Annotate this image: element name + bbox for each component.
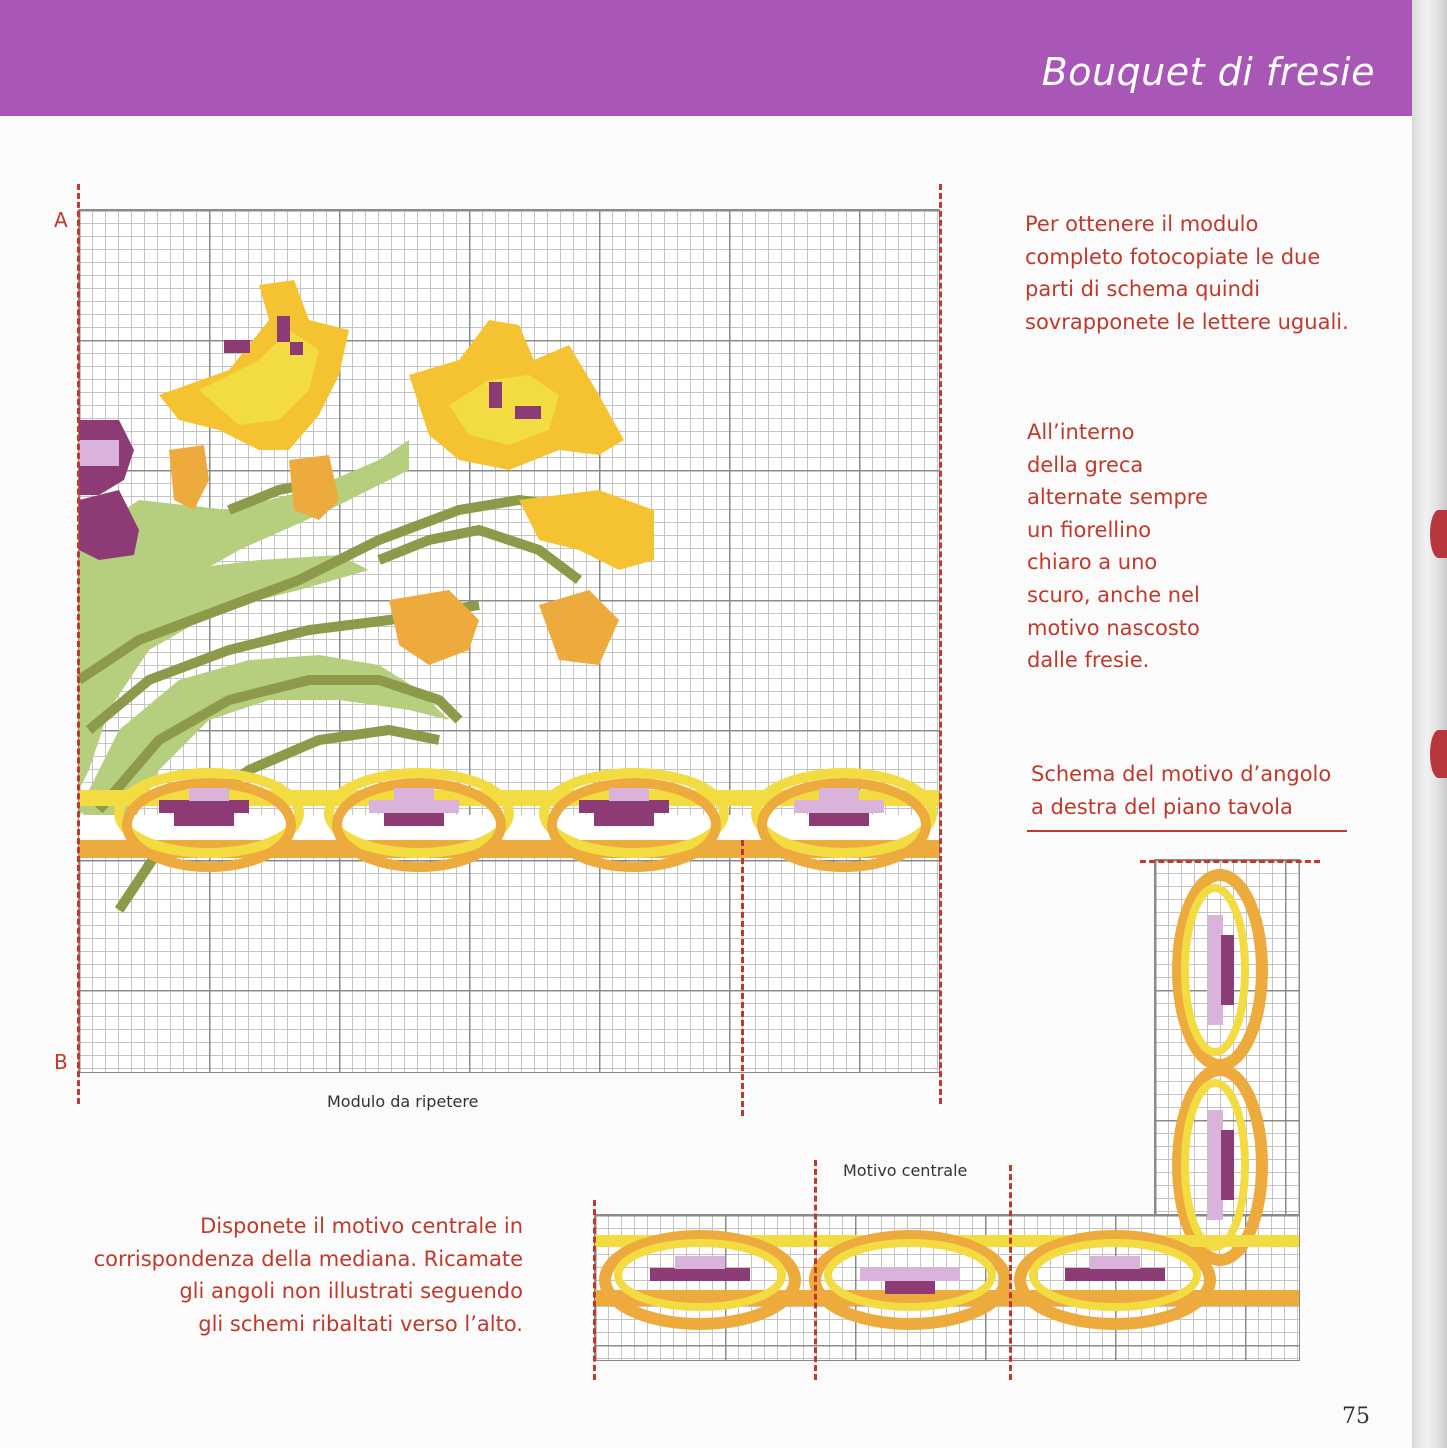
spine-mark (1430, 730, 1447, 778)
page-number: 75 (1342, 1404, 1370, 1429)
guide-left (77, 184, 80, 1104)
corner-chart-motif (595, 860, 1299, 1360)
corner-left-guide (593, 1200, 596, 1380)
book-spine (1412, 0, 1447, 1448)
corner-title-rule (1027, 830, 1347, 832)
caption-central-motif: Motivo centrale (843, 1161, 968, 1180)
greca-border (79, 773, 939, 867)
instruction-central: Disponete il motivo centrale in corrispondenza della mediana. Ricamate gli angoli non illustrati seguendo gli schemi ribaltati verso l’alto. (93, 1214, 523, 1336)
spine-mark (1430, 510, 1447, 558)
central-motif-left-guide (814, 1160, 817, 1380)
greca-corner-vertical (1178, 875, 1262, 1260)
purple-freesia (79, 490, 139, 560)
greca-corner-horizontal (595, 1235, 1299, 1324)
central-motif-right-guide (1009, 1165, 1012, 1380)
instruction-photocopy: Per ottenere il modulo completo fotocopiate le due parti di schema quindi sovrapponete le lettere uguali. (1025, 212, 1349, 334)
freesia-bud (539, 590, 619, 665)
freesia-bud (519, 490, 654, 570)
freesia-bud (389, 590, 479, 665)
marker-b: B (54, 1050, 68, 1074)
corner-top-guide (1140, 860, 1320, 863)
corner-chart-title: Schema del motivo d’angolo a destra del piano tavola (1031, 762, 1332, 819)
page-title: Bouquet di fresie (1041, 50, 1375, 94)
marker-a: A (54, 208, 68, 232)
freesia-bud (169, 445, 209, 510)
caption-module: Modulo da ripetere (327, 1092, 479, 1111)
freesia-bud (289, 455, 339, 520)
instruction-greca: All’interno della greca alternate sempre un fiorellino chiaro a uno scuro, anche nel motivo nascosto dalle fresie. (1027, 420, 1208, 673)
